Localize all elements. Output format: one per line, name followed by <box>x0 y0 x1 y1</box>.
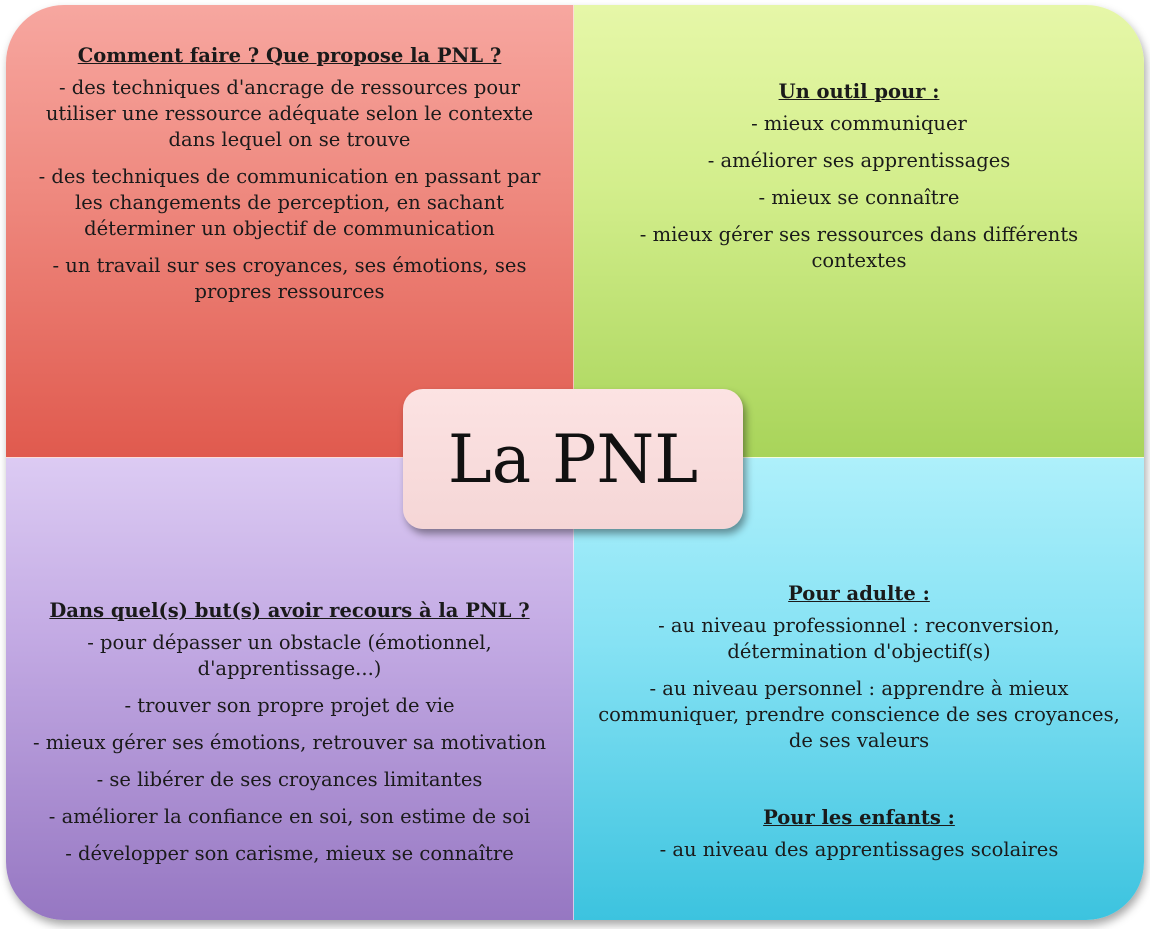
quadrant-adult-item: - au niveau personnel : apprendre à mieux communiquer, prendre conscience de ses croyances, de ses valeurs <box>598 677 1120 752</box>
quadrant-purpose-content <box>6 598 573 878</box>
quadrant-audience-content <box>574 581 1144 874</box>
quadrant-how-item: - des techniques de communication en passant par les changements de perception, en sachant déterminer un objectif de communication <box>38 165 541 240</box>
quadrant-adult-heading: Pour adulte : <box>788 582 930 605</box>
quadrant-adult-item: - au niveau professionnel : reconversion, détermination d'objectif(s) <box>658 614 1060 663</box>
quadrant-tool-item: - mieux gérer ses ressources dans différents contextes <box>639 223 1079 272</box>
quadrant-tool-item: - mieux communiquer <box>751 112 967 135</box>
center-title: La PNL <box>447 420 699 498</box>
quadrant-children-item: - au niveau des apprentissages scolaires <box>659 838 1059 861</box>
quadrant-purpose-item: - se libérer de ses croyances limitantes <box>96 768 483 791</box>
quadrant-purpose-item: - développer son carisme, mieux se connaître <box>65 842 514 865</box>
quadrant-how-content <box>6 43 573 316</box>
quadrant-purpose-item: - améliorer la confiance en soi, son estime de soi <box>48 805 531 828</box>
section-gap <box>592 765 1126 805</box>
quadrant-how-item: - un travail sur ses croyances, ses émotions, ses propres ressources <box>52 254 527 303</box>
quadrant-tool-content <box>574 79 1144 285</box>
quadrant-children-heading: Pour les enfants : <box>763 806 955 829</box>
quadrant-tool-heading: Un outil pour : <box>778 80 940 103</box>
quadrant-how-item: - des techniques d'ancrage de ressources pour utiliser une ressource adéquate selon le contexte dans lequel on se trouve <box>45 76 534 151</box>
quadrant-tool-item: - améliorer ses apprentissages <box>707 149 1011 172</box>
center-title-box <box>403 389 743 529</box>
quadrant-purpose-item: - mieux gérer ses émotions, retrouver sa motivation <box>32 731 547 754</box>
quadrant-purpose-item: - trouver son propre projet de vie <box>124 694 455 717</box>
quadrant-tool-item: - mieux se connaître <box>758 186 960 209</box>
quadrant-how-heading: Comment faire ? Que propose la PNL ? <box>77 44 502 67</box>
quadrant-purpose-heading: Dans quel(s) but(s) avoir recours à la PNL ? <box>49 599 530 622</box>
quadrant-purpose-item: - pour dépasser un obstacle (émotionnel, d'apprentissage...) <box>87 631 492 680</box>
